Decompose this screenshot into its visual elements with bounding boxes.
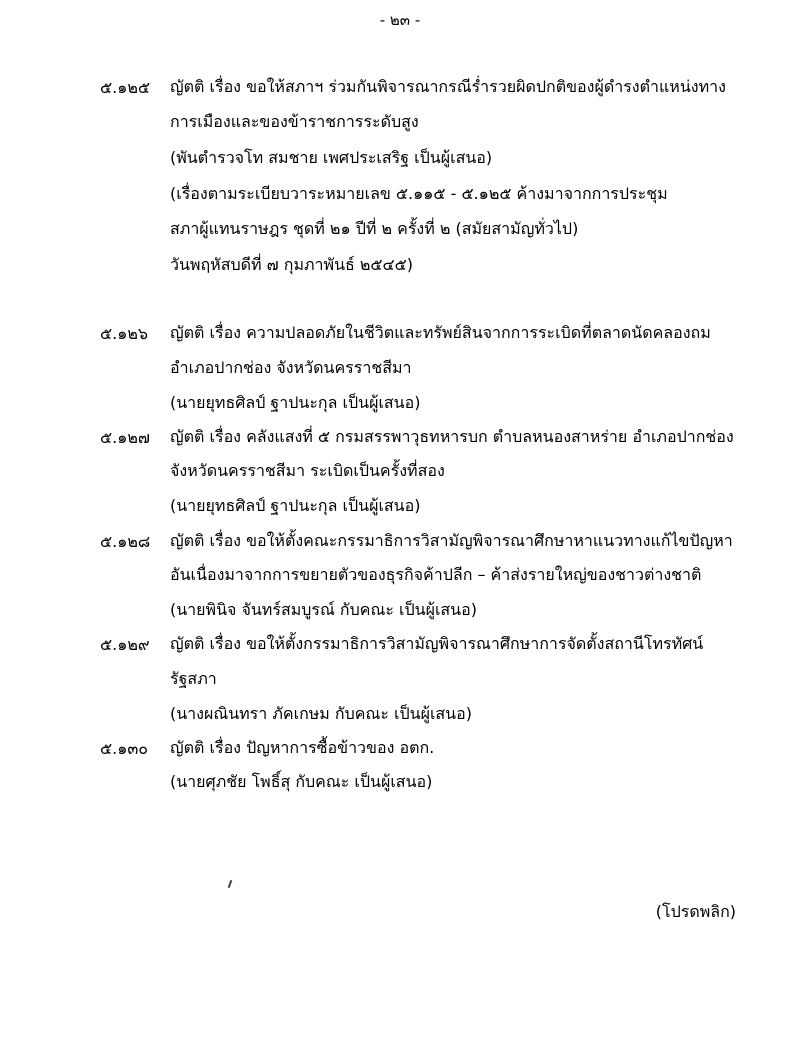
agenda-item-note: สภาผู้แทนราษฎร ชุดที่ ๒๑ ปีที่ ๒ ครั้งที่ ๒ (สมัยสามัญทั่วไป) <box>170 219 579 238</box>
agenda-item-number: ๕.๑๓๐ <box>100 739 149 758</box>
agenda-item-proposer: (นายพินิจ จันทร์สมบูรณ์ กับคณะ เป็นผู้เสนอ) <box>170 600 477 619</box>
agenda-item-title: ญัตติ เรื่อง ขอให้ตั้งคณะกรรมาธิการวิสามัญพิจารณาศึกษาหาแนวทางแก้ไขปัญหา <box>170 531 733 550</box>
agenda-item-title-cont: อันเนื่องมาจากการขยายตัวของธุรกิจค้าปลีก – ค้าส่งรายใหญ่ของชาวต่างชาติ <box>170 565 702 584</box>
agenda-item-number: ๕.๑๒๖ <box>100 324 149 343</box>
page-number: - ๒๓ - <box>379 11 421 29</box>
agenda-item-proposer: (พันตำรวจโท สมชาย เพศประเสริฐ เป็นผู้เสนอ) <box>170 148 493 167</box>
please-turn-over-note: (โปรดพลิก) <box>655 902 736 921</box>
agenda-item-title: ญัตติ เรื่อง ปัญหาการซื้อข้าวของ อตก. <box>170 738 435 757</box>
agenda-item-title: ญัตติ เรื่อง ความปลอดภัยในชีวิตและทรัพย์สินจากการระเบิดที่ตลาดนัดคลองถม <box>170 323 711 342</box>
agenda-item-note: (เรื่องตามระเบียบวาระหมายเลข ๕.๑๑๕ - ๕.๑๒๕ ค้างมาจากการประชุม <box>170 184 668 203</box>
agenda-item-title-cont: อำเภอปากช่อง จังหวัดนครราชสีมา <box>170 358 412 377</box>
agenda-item-proposer: (นางผณินทรา ภัคเกษม กับคณะ เป็นผู้เสนอ) <box>170 704 472 723</box>
agenda-item-number: ๕.๑๒๗ <box>100 428 150 447</box>
stray-mark <box>228 880 233 888</box>
agenda-item-title: ญัตติ เรื่อง คลังแสงที่ ๕ กรมสรรพาวุธทหารบก ตำบลหนองสาหร่าย อำเภอปากช่อง <box>170 427 734 446</box>
agenda-item-number: ๕.๑๒๘ <box>100 532 151 551</box>
agenda-item-title: ญัตติ เรื่อง ขอให้สภาฯ ร่วมกันพิจารณากรณีร่ำรวยผิดปกติของผู้ดำรงตำแหน่งทาง <box>170 77 726 96</box>
agenda-item-title-cont: รัฐสภา <box>170 669 217 688</box>
agenda-item-title-cont: การเมืองและของข้าราชการระดับสูง <box>170 112 419 131</box>
agenda-item-proposer: (นายยุทธศิลป์ ฐาปนะกุล เป็นผู้เสนอ) <box>170 393 421 412</box>
agenda-item-title-cont: จังหวัดนครราชสีมา ระเบิดเป็นครั้งที่สอง <box>170 461 445 480</box>
agenda-item-number: ๕.๑๒๕ <box>100 78 151 97</box>
agenda-item-title: ญัตติ เรื่อง ขอให้ตั้งกรรมาธิการวิสามัญพิจารณาศึกษาการจัดตั้งสถานีโทรทัศน์ <box>170 634 704 653</box>
agenda-item-number: ๕.๑๒๙ <box>100 635 150 654</box>
agenda-item-note: วันพฤหัสบดีที่ ๗ กุมภาพันธ์ ๒๕๔๕) <box>170 255 413 274</box>
agenda-item-proposer: (นายยุทธศิลป์ ฐาปนะกุล เป็นผู้เสนอ) <box>170 496 421 515</box>
agenda-item-proposer: (นายศุภชัย โพธิ์สุ กับคณะ เป็นผู้เสนอ) <box>170 772 433 791</box>
